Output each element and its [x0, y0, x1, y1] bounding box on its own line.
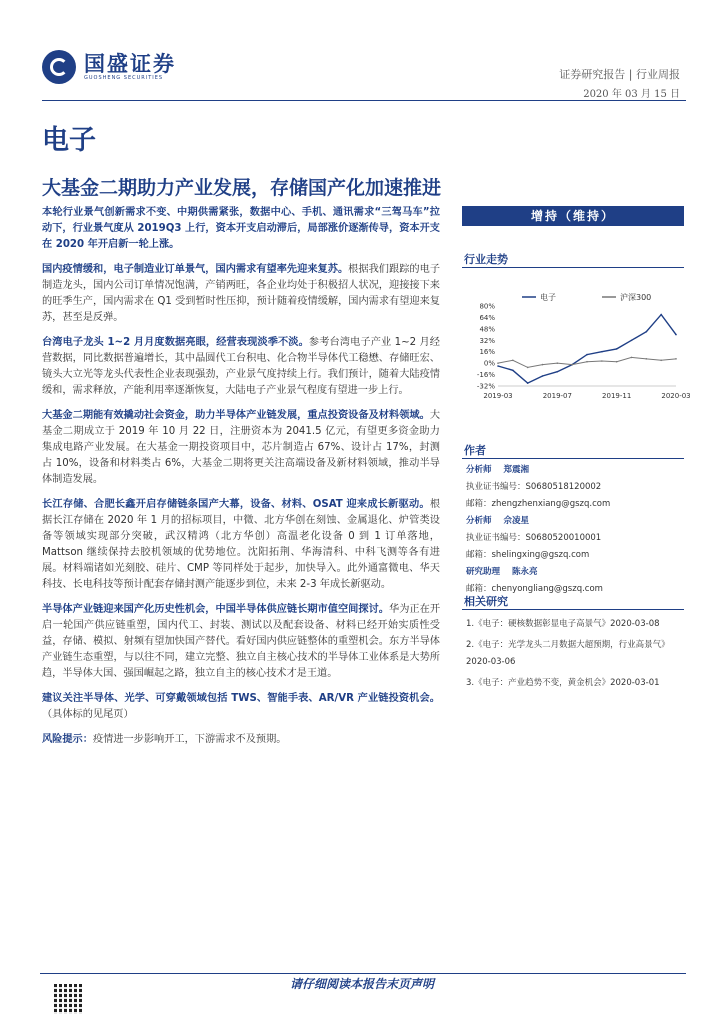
related-item[interactable]: 3.《电子：产业趋势不变，黄金机会》2020-03-01: [466, 678, 660, 688]
y-tick-label: -16%: [476, 371, 495, 380]
authors-heading: 作者: [464, 444, 486, 457]
y-tick-label: 16%: [479, 348, 495, 357]
author-role: 分析师: [466, 465, 492, 475]
data-point: [616, 348, 618, 350]
trend-divider: [462, 267, 684, 268]
author-email: 邮箱：shelingxing@gszq.com: [466, 550, 590, 560]
data-point: [601, 351, 603, 353]
paragraph-body: （具体标的见尾页）: [42, 709, 134, 720]
data-point: [527, 367, 529, 369]
logo-name-en: GUOSHENG SECURITIES: [84, 75, 164, 81]
data-point: [542, 375, 544, 377]
y-tick-label: 0%: [483, 359, 495, 368]
y-tick-label: 80%: [479, 302, 495, 311]
paragraph-body: 大基金二期成立于 2019 年 10 月 22 日，注册资本为 2041.5 亿元，有望更多资金助力集成电路产业发展。在大基金一期投资项目中，芯片制造占 67%、设计占 17%，封测占 10%，设备和材料类占 6%，大基金二期将更关注高端设备及新材料领域，推动半导体制造发展。: [42, 410, 440, 485]
paragraph-lead: 大基金二期能有效撬动社会资金，助力半导体产业链发展，重点投资设备及材料领域。: [42, 410, 430, 421]
x-tick-label: 2020-03: [661, 392, 691, 400]
related-item[interactable]: 1.《电子：硬核数据彰显电子高景气》2020-03-08: [466, 619, 660, 629]
data-point: [527, 382, 529, 384]
author-cert: 执业证书编号：S0680520010001: [466, 533, 602, 543]
related-item[interactable]: 2.《电子：光学龙头二月数据大超预期，行业高景气》: [466, 640, 670, 650]
paragraph-lead: 长江存储、合肥长鑫开启存储链条国产大幕，设备、材料、OSAT 迎来成长新驱动。: [42, 499, 430, 510]
data-point: [497, 362, 499, 364]
data-point: [616, 361, 618, 363]
data-point: [631, 339, 633, 341]
author-name: 郑震湘: [503, 465, 530, 475]
report-date: 2020 年 03 月 15 日: [583, 89, 680, 100]
header-divider: [42, 100, 686, 101]
paragraph-lead: 国内疫情缓和，电子制造业订单景气，国内需求有望率先迎来复苏。: [42, 264, 349, 275]
paragraph-lead: 台湾电子龙头 1~2 月月度数据亮眼，经营表现淡季不淡。: [42, 337, 309, 348]
paragraph-lead: 本轮行业景气创新需求不变、中期供需紧张，数据中心、手机、通讯需求“三驾马车”拉动下，行业景气度从 2019Q3 上行，资本开支启动滞后，局部涨价逐渐传导，资本开支在 2020 年开启新一轮上涨。: [42, 207, 440, 250]
legend-label: 电子: [540, 293, 556, 302]
data-point: [497, 365, 499, 367]
series-line-electronics: [498, 315, 676, 384]
data-point: [557, 362, 559, 364]
y-tick-label: -32%: [476, 382, 495, 391]
qr-code-icon: [54, 984, 84, 1014]
paragraph: [42, 408, 440, 488]
related-list: [466, 616, 686, 692]
x-tick-label: 2019-11: [602, 392, 632, 400]
data-point: [512, 359, 514, 361]
rating-badge: 增持（维持）: [462, 206, 684, 226]
sector-title: 电子: [42, 125, 96, 156]
paragraph: [42, 335, 440, 399]
trend-heading: 行业走势: [464, 253, 508, 266]
author-name: 陈永亮: [512, 567, 538, 577]
data-point: [586, 361, 588, 363]
footer-divider: [40, 973, 686, 974]
data-point: [557, 371, 559, 373]
paragraph-body: 根据我们跟踪的电子制造龙头，国内公司订单情况饱满，产销两旺，各企业均处于积极招人状况，迎接接下来的旺季生产，国内需求在 Q1 受到暂时性压抑，预计随着疫情缓解，国内需求有望迎来复苏，甚至是反弹。: [42, 264, 441, 323]
data-point: [660, 359, 662, 361]
author-email: 邮箱：chenyongliang@gszq.com: [466, 584, 603, 594]
y-tick-label: 48%: [479, 325, 495, 334]
data-point: [512, 369, 514, 371]
related-divider: [462, 609, 684, 610]
y-tick-label: 64%: [479, 313, 495, 322]
logo-icon: [42, 50, 76, 84]
related-item-date: 2020-03-06: [466, 657, 516, 667]
paragraph: [42, 262, 440, 326]
footer-disclaimer: 请仔细阅读本报告末页声明: [289, 977, 434, 991]
trend-chart: [462, 290, 691, 410]
summary-column: [42, 205, 440, 757]
data-point: [646, 331, 648, 333]
legend-label: 沪深300: [620, 293, 652, 302]
data-point: [646, 358, 648, 360]
paragraph: [42, 691, 440, 723]
author-role: 研究助理: [466, 567, 501, 577]
related-heading: 相关研究: [464, 595, 508, 608]
data-point: [542, 364, 544, 366]
paragraph: [42, 205, 440, 253]
paragraph-lead: 建议关注半导体、光学、可穿戴领域包括 TWS、智能手表、AR/VR 产业链投资机会。: [42, 693, 440, 704]
data-point: [601, 360, 603, 362]
data-point: [586, 354, 588, 356]
data-point: [631, 357, 633, 359]
data-point: [660, 314, 662, 316]
data-point: [571, 364, 573, 366]
paragraph-lead: 半导体产业链迎来国产化历史性机会，中国半导体供应链长期市值空间探讨。: [42, 604, 389, 615]
author-name: 佘凌星: [503, 516, 530, 526]
x-tick-label: 2019-03: [483, 392, 513, 400]
data-point: [675, 358, 677, 360]
report-title: 大基金二期助力产业发展，存储国产化加速推进: [42, 177, 442, 199]
authors-block: [466, 462, 686, 598]
paragraph-body: 疫情进一步影响开工，下游需求不及预期。: [92, 734, 287, 745]
paragraph-body: 根据长江存储在 2020 年 1 月的招标项目，中微、北方华创在刻蚀、金属退化、炉管类设备等领域实现部分突破，武汉精鸿（北方华创）高温老化设备 0 到 1 订单落地，Mattson 继续保持去胶机领域的优势地位。沈阳拓荆、华海清科、中科飞测等各有进展。材料端诸如光刻胶、硅片、CMP 等同样处于起步，加快导入。此外通富微电、华天科技、长电科技等预计配套存储封测产能逐步到位，未来 2-3 年成长新驱动。: [42, 499, 440, 590]
company-logo: [42, 50, 176, 84]
author-email: 邮箱：zhengzhenxiang@gszq.com: [466, 499, 611, 509]
paragraph: [42, 602, 440, 682]
author-cert: 执业证书编号：S0680518120002: [466, 482, 602, 492]
logo-name-cn: 国盛证券: [84, 52, 176, 76]
paragraph: [42, 732, 440, 748]
paragraph: [42, 497, 440, 593]
author-role: 分析师: [466, 516, 492, 526]
report-type: 证券研究报告 | 行业周报: [559, 68, 680, 81]
authors-divider: [462, 458, 684, 459]
data-point: [675, 334, 677, 336]
paragraph-body: 华为正在开启一轮国产供应链重塑，国内代工、封装、测试以及配套设备、材料已经开始实质性受益，存储、模拟、射频有望加快国产替代。看好国内供应链整体的重塑机会。东方半导体产业链生态重塑，与以往不同，建立完整、独立自主核心技术的半导体工业体系是大势所趋，半导体大国、强国崛起之路，独立自主的核心技术才是王道。: [42, 604, 441, 679]
x-tick-label: 2019-07: [542, 392, 572, 400]
paragraph-lead: 风险提示：: [42, 734, 93, 745]
paragraph-body: 参考台湾电子产业 1~2 月经营数据，同比数据普遍增长，其中晶圆代工台积电、化合物半导体代工稳懋、存储旺宏、镜头大立光等龙头代表性企业表现强劲，产业景气度持续上行。我们预计，随着大陆疫情缓和，需求释放，产能利用率逐渐恢复，大陆电子产业景气程度有望进一步上行。: [42, 337, 440, 396]
y-tick-label: 32%: [479, 336, 495, 345]
